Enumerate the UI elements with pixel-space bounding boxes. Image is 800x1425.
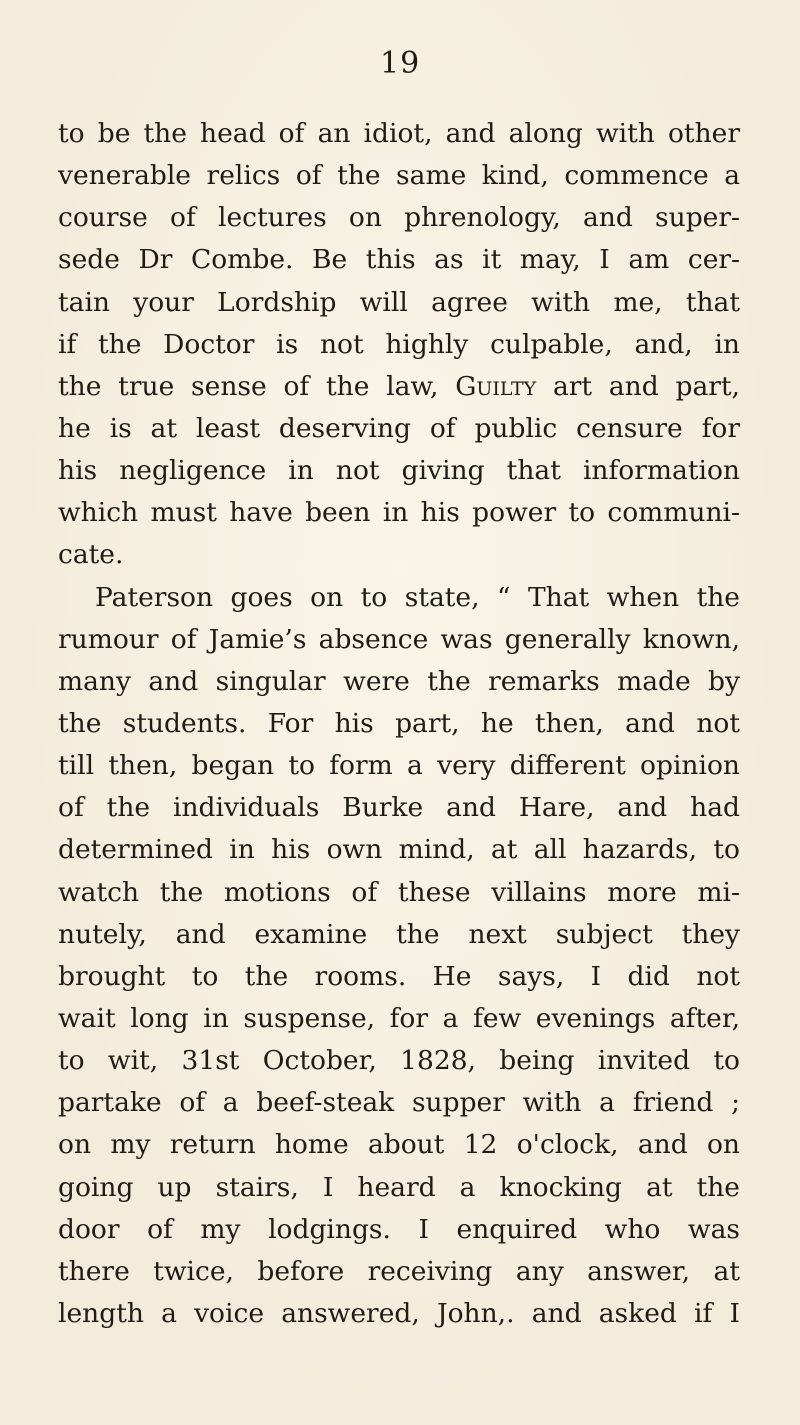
text-line: tain your Lordship will agree with me, that: [58, 286, 740, 318]
text-line: he is at least deserving of public censure for: [58, 412, 740, 444]
text-line: determined in his own mind, at all hazards, to: [58, 834, 740, 866]
text-line: which must have been in his power to communi-: [58, 497, 740, 529]
text-line: watch the motions of these villains more mi-: [58, 876, 740, 908]
text-line: there twice, before receiving any answer, at: [58, 1255, 740, 1287]
text-line: on my return home about 12 o'clock, and on: [58, 1129, 740, 1161]
body-text: [58, 113, 740, 1335]
text-line: brought to the rooms. He says, I did not: [58, 960, 740, 992]
text-line: wait long in suspense, for a few evenings after,: [58, 1002, 740, 1034]
text-line-paragraph-start: Paterson goes on to state, “ That when the: [95, 581, 740, 613]
text-segment: art and part,: [536, 370, 740, 402]
text-line: course of lectures on phrenology, and super-: [58, 202, 740, 234]
text-segment: the true sense of the law,: [58, 370, 456, 402]
text-line: many and singular were the remarks made by: [58, 665, 740, 697]
text-line: to be the head of an idiot, and along with other: [58, 118, 740, 149]
text-line-paragraph-end: cate.: [58, 539, 124, 571]
text-line: length a voice answered, John,. and asked if I: [58, 1297, 740, 1329]
text-line-with-smallcaps: [58, 366, 740, 408]
smallcaps-term: Guilty: [455, 370, 537, 402]
text-line: sede Dr Combe. Be this as it may, I am cer-: [58, 244, 740, 276]
text-line: door of my lodgings. I enquired who was: [58, 1213, 740, 1245]
text-line: to wit, 31st October, 1828, being invited to: [58, 1045, 740, 1077]
text-line: the students. For his part, he then, and not: [58, 707, 740, 739]
text-line: going up stairs, I heard a knocking at the: [58, 1171, 740, 1203]
text-line: nutely, and examine the next subject they: [58, 918, 740, 950]
page-number: 19: [380, 46, 421, 81]
text-line: till then, began to form a very different opinion: [58, 750, 740, 782]
text-line: venerable relics of the same kind, commence a: [58, 160, 740, 192]
text-line: if the Doctor is not highly culpable, and, in: [58, 328, 740, 360]
text-line: of the individuals Burke and Hare, and had: [58, 792, 740, 824]
text-line: his negligence in not giving that information: [58, 455, 740, 487]
text-line: rumour of Jamie’s absence was generally known,: [58, 623, 740, 655]
text-line: partake of a beef-steak supper with a friend ;: [58, 1087, 740, 1119]
